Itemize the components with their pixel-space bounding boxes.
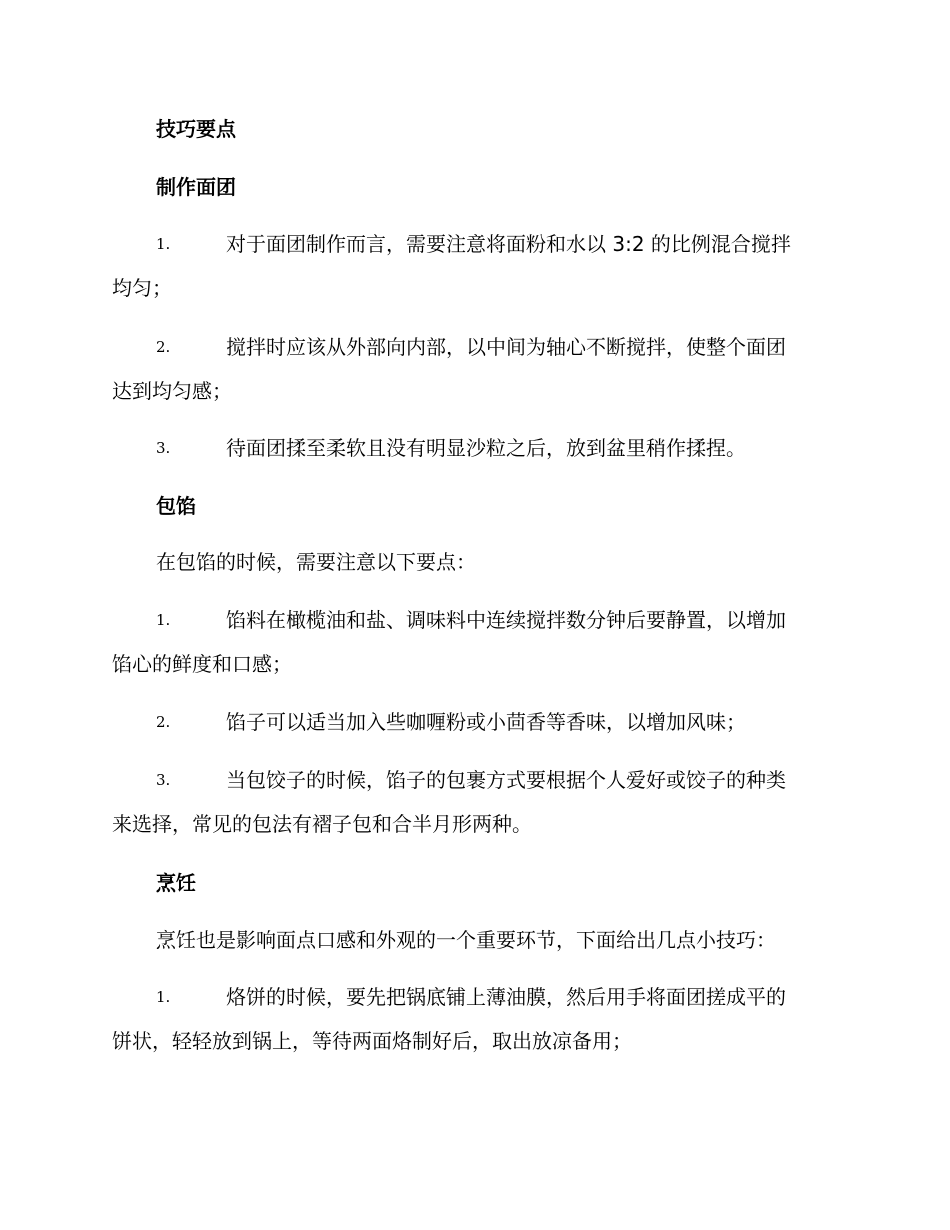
list-text-line1: 烙饼的时候，要先把锅底铺上薄油膜，然后用手将面团搓成平的 bbox=[226, 985, 786, 1009]
list-text-line2: 达到均匀感； bbox=[112, 379, 232, 403]
dough-heading: 制作面团 bbox=[156, 175, 236, 199]
list-item bbox=[112, 975, 837, 1063]
list-text-line2: 来选择，常见的包法有褶子包和合半月形两种。 bbox=[112, 812, 532, 836]
list-text-line2: 馅心的鲜度和口感； bbox=[112, 652, 292, 676]
list-number: 1. bbox=[156, 235, 171, 253]
list-text-line1: 当包饺子的时候，馅子的包裹方式要根据个人爱好或饺子的种类 bbox=[226, 768, 786, 792]
list-text-line1: 待面团揉至柔软且没有明显沙粒之后，放到盆里稍作揉捏。 bbox=[226, 436, 746, 460]
list-item bbox=[112, 598, 837, 686]
list-item bbox=[112, 758, 837, 846]
list-item bbox=[112, 325, 837, 413]
list-text-line2: 均匀； bbox=[112, 276, 172, 300]
list-number: 1. bbox=[156, 611, 171, 629]
filling-intro-text: 在包馅的时候，需要注意以下要点： bbox=[156, 550, 476, 574]
cooking-heading: 烹饪 bbox=[156, 871, 196, 895]
list-number: 3. bbox=[156, 439, 171, 457]
list-item bbox=[112, 222, 837, 310]
list-text-line2: 饼状，轻轻放到锅上，等待两面烙制好后，取出放凉备用； bbox=[112, 1029, 632, 1053]
list-item bbox=[112, 426, 837, 470]
list-number: 3. bbox=[156, 771, 171, 789]
list-text-line1: 搅拌时应该从外部向内部，以中间为轴心不断搅拌，使整个面团 bbox=[226, 335, 786, 359]
filling-heading: 包馅 bbox=[156, 494, 196, 518]
list-number: 2. bbox=[156, 338, 171, 356]
list-number: 1. bbox=[156, 988, 171, 1006]
cooking-intro bbox=[112, 918, 837, 962]
cooking-intro-text: 烹饪也是影响面点口感和外观的一个重要环节，下面给出几点小技巧： bbox=[156, 928, 776, 952]
list-text-line1: 馅子可以适当加入些咖喱粉或小茴香等香味，以增加风味； bbox=[226, 710, 746, 734]
list-text-line1: 对于面团制作而言，需要注意将面粉和水以 3:2 的比例混合搅拌 bbox=[226, 232, 791, 256]
list-item bbox=[112, 700, 837, 744]
section-title: 技巧要点 bbox=[156, 117, 236, 141]
filling-intro bbox=[112, 540, 837, 584]
list-text-line1: 馅料在橄榄油和盐、调味料中连续搅拌数分钟后要静置，以增加 bbox=[226, 608, 786, 632]
list-number: 2. bbox=[156, 713, 171, 731]
